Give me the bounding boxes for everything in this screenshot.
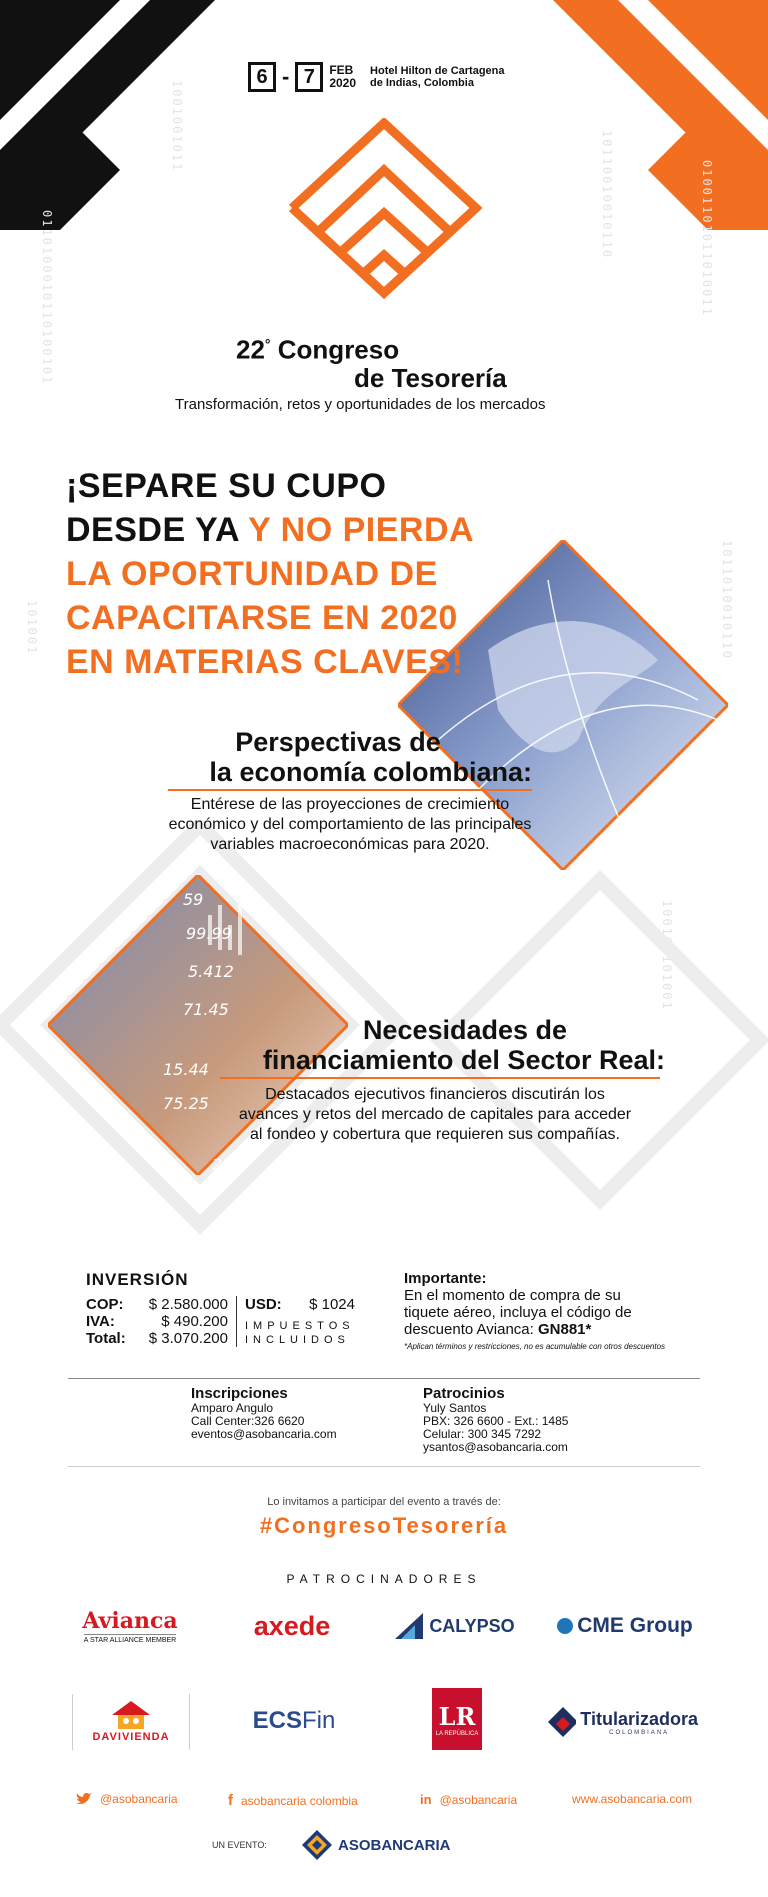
discount-code: GN881* — [538, 1321, 592, 1338]
section-financiamiento: Necesidades de financiamiento del Sector Real: Destacados ejecutivos financieros discutirán los avances y retos del mercado de capitales para acceder al fondeo y cobertura que requieren sus compañías. — [200, 1015, 670, 1145]
asobancaria-icon — [302, 1830, 332, 1860]
year: 2020 — [329, 76, 357, 90]
finance-number: 233 — [212, 1155, 243, 1174]
email-link[interactable]: ysantos@asobancaria.com — [423, 1440, 568, 1454]
finance-number: 75.25 — [163, 1094, 209, 1113]
avianca-logo[interactable]: Avianca A STAR ALLIANCE MEMBER — [82, 1608, 178, 1644]
inscripciones-contact: Inscripciones Amparo Angulo Call Center:326 6620 eventos@asobancaria.com — [191, 1385, 337, 1441]
invite-text: Lo invitamos a participar del evento a través de: — [267, 1496, 501, 1508]
davivienda-logo[interactable]: DAVIVIENDA — [72, 1694, 190, 1750]
facebook-icon: f — [228, 1792, 233, 1809]
section-title: Necesidades de — [362, 1015, 568, 1045]
binary-decoration: 0110100010110100101 — [40, 210, 54, 386]
investment-block: INVERSIÓN COP: $ 2.580.000 IVA: $ 490.200 Total: $ 3.070.200 USD: $ 1024 IMPUESTOS INCLUIDOS — [86, 1270, 355, 1347]
congress-logo-icon — [282, 118, 486, 318]
patrocinios-contact: Patrocinios Yuly Santos PBX: 326 6600 - Ext.: 1485 Celular: 300 345 7292 ysantos@asobancaria.com — [423, 1385, 569, 1454]
finance-number: 71.45 — [183, 1000, 229, 1019]
orange-divider — [168, 789, 532, 791]
sponsors-title: PATROCINADORES — [286, 1572, 482, 1586]
main-headline: ¡SEPARE SU CUPO DESDE YA Y NO PIERDA LA OPORTUNIDAD DE CAPACITARSE EN 2020 EN MATERIAS CLAVES! — [66, 467, 475, 681]
globe-icon — [557, 1618, 573, 1634]
binary-decoration: 1001001011 — [170, 80, 184, 173]
section-title: Perspectivas de — [235, 727, 441, 757]
house-icon — [112, 1701, 150, 1731]
binary-decoration: 1011010010110 — [720, 540, 734, 660]
titularizadora-logo[interactable]: Titularizadora COLOMBIANA — [548, 1700, 698, 1744]
section-title: financiamiento del Sector Real: — [262, 1045, 665, 1075]
binary-decoration: 01001101011010011 — [700, 160, 714, 317]
calypso-icon — [395, 1613, 423, 1639]
binary-decoration: 100101101001 — [660, 900, 674, 1011]
website-link[interactable]: www.asobancaria.com — [572, 1792, 693, 1806]
linkedin-link[interactable]: in @asobancaria — [420, 1792, 518, 1807]
la-republica-logo[interactable]: LR LA REPÚBLICA — [432, 1688, 482, 1750]
event-date — [248, 62, 505, 92]
twitter-icon — [76, 1792, 92, 1806]
divider — [68, 1378, 700, 1379]
email-link[interactable]: eventos@asobancaria.com — [191, 1427, 337, 1441]
finance-number: 59 — [183, 890, 204, 909]
axede-logo[interactable]: axede — [253, 1610, 331, 1641]
important-block: Importante: En el momento de compra de su tiquete aéreo, incluya el código de descuento Avianca: GN881* *Aplican términos y restricciones, no es acumulable con otros descuentos — [404, 1270, 666, 1351]
finance-number: 99.99 — [186, 924, 232, 943]
section-title: la economía colombiana: — [209, 757, 532, 787]
calypso-logo[interactable]: CALYPSO — [390, 1605, 520, 1647]
finance-number: 5.412 — [188, 962, 234, 981]
footer-label: UN EVENTO: — [212, 1840, 267, 1850]
binary-decoration: 10110010010110 — [600, 130, 614, 260]
congress-title: 22° Congreso de Tesorería — [236, 334, 507, 393]
facebook-link[interactable]: f asobancaria colombia — [228, 1792, 358, 1809]
day-end: 7 — [295, 62, 323, 92]
asobancaria-logo[interactable]: ASOBANCARIA — [302, 1830, 451, 1860]
venue: Hotel Hilton de Cartagena de Indias, Colombia — [370, 65, 505, 89]
congress-subtitle: Transformación, retos y oportunidades de los mercados — [175, 396, 546, 413]
day-start: 6 — [248, 62, 276, 92]
ecsfin-logo[interactable]: ECS Fin — [252, 1707, 336, 1734]
linkedin-icon: in — [420, 1792, 432, 1807]
orange-divider — [220, 1077, 660, 1079]
orange-corner-chevrons — [548, 0, 768, 240]
titularizadora-icon — [548, 1707, 576, 1737]
investment-title: INVERSIÓN — [86, 1270, 189, 1289]
black-corner-chevrons — [0, 0, 220, 240]
hashtag[interactable]: #CongresoTesorería — [259, 1513, 509, 1538]
divider — [68, 1466, 700, 1467]
cme-group-logo[interactable]: CME Group — [552, 1605, 698, 1647]
date-dash: - — [282, 64, 290, 89]
twitter-link[interactable]: @asobancaria — [76, 1792, 178, 1806]
binary-decoration: 101001 — [25, 600, 39, 656]
finance-number: 15.44 — [163, 1060, 209, 1079]
month: FEB — [329, 63, 354, 77]
section-economia: Perspectivas de la economía colombiana: Entérese de las proyecciones de crecimiento económico y del comportamiento de las principales variables macroeconómicas para 2020. — [140, 727, 560, 855]
